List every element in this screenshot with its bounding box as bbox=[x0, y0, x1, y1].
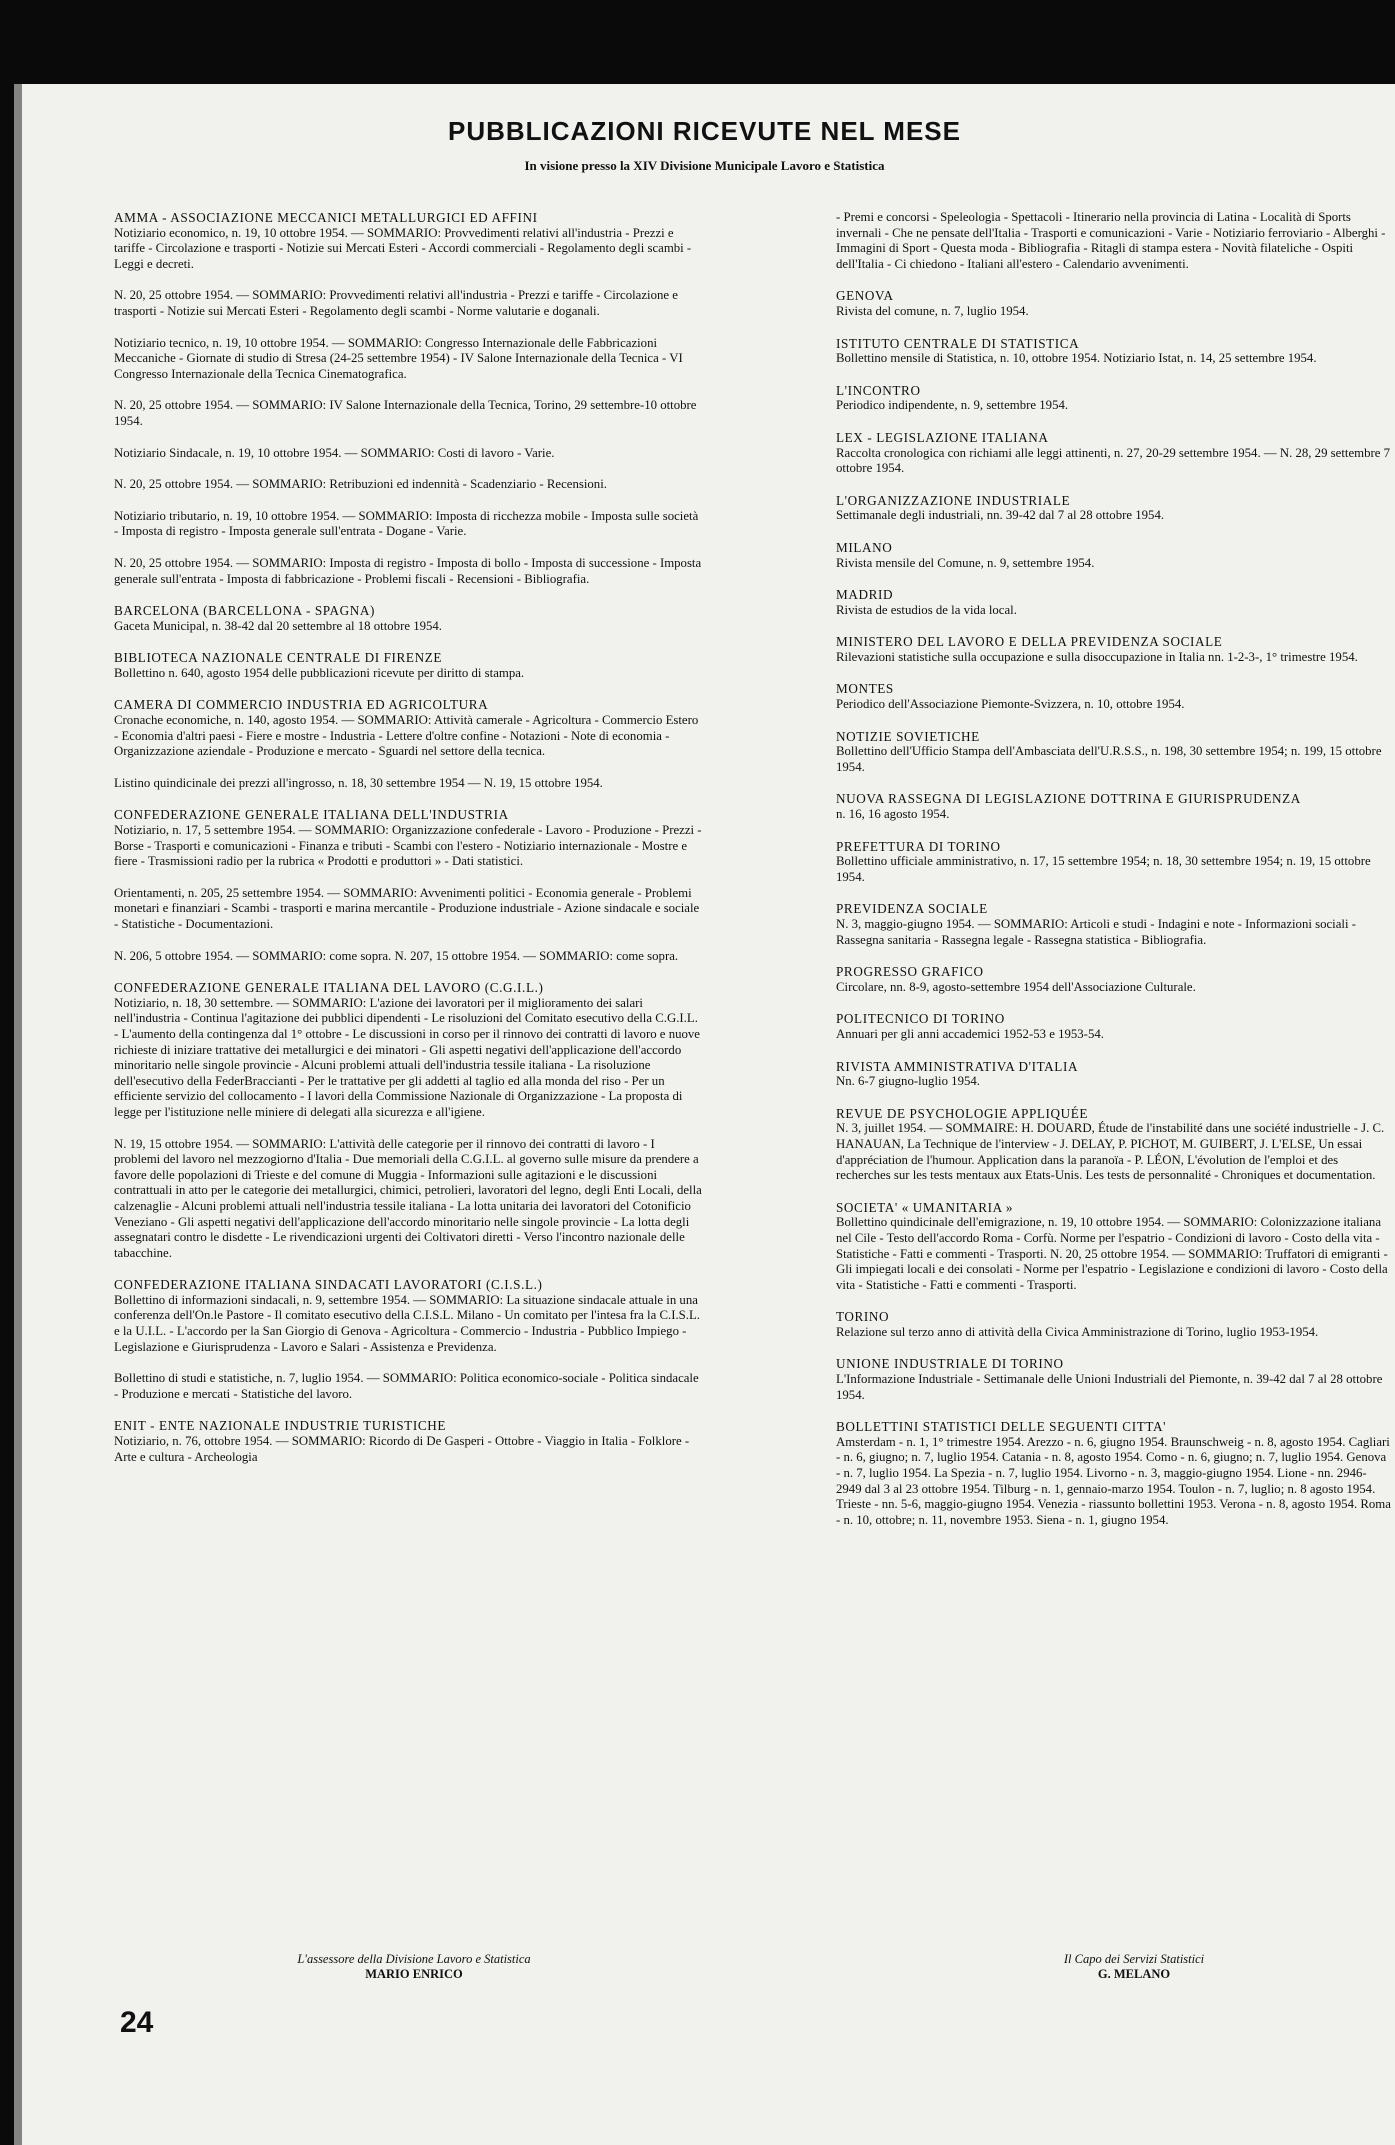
publication-details: Notiziario Sindacale, n. 19, 10 ottobre 1954. — SOMMARIO: Costi di lavoro - Varie. bbox=[114, 445, 555, 460]
publication-details: N. 3, juillet 1954. — SOMMAIRE: H. DOUARD, Étude de l'instabilité dans une société industrielle - J. C. HANAUAN, La Technique de l'interview - J. DELAY, P. PICHOT, M. GUIBERT, J. L'ELSE, Un essai d'appréciation de l'humour. Application dans la paranoïa - P. LÉON, L'évolution de l'emploi et des recherches sur les tests mentaux aux Etats-Unis. Les tests de personnalité - Chroniques et documentation. bbox=[836, 1121, 1385, 1183]
publication-details: Rivista de estudios de la vida local. bbox=[836, 602, 1017, 617]
publisher-heading: MILANO bbox=[836, 539, 893, 555]
publication-details: Gaceta Municipal, n. 38-42 dal 20 settembre al 18 ottobre 1954. bbox=[114, 618, 443, 633]
publisher-heading: PREFETTURA DI TORINO bbox=[836, 838, 1001, 854]
publisher-heading: MADRID bbox=[836, 587, 894, 603]
publisher-heading: AMMA - ASSOCIAZIONE MECCANICI METALLURGICI ED AFFINI bbox=[114, 210, 538, 225]
publication-entry bbox=[114, 446, 702, 462]
publication-details: N. 20, 25 ottobre 1954. — SOMMARIO: Retribuzioni ed indennità - Scadenziario - Recensioni. bbox=[114, 477, 607, 492]
publication-details: Notiziario tributario, n. 19, 10 ottobre 1954. — SOMMARIO: Imposta di ricchezza mobile - Imposta sulle società - Imposta di registro - Imposta generale sull'entrata - Dogane - Varie. bbox=[114, 508, 699, 539]
publication-entry bbox=[836, 1200, 1391, 1294]
publication-details: Bollettino n. 640, agosto 1954 delle pubblicazioni ricevute per diritto di stampa. bbox=[114, 665, 525, 680]
publication-details: Rivista del comune, n. 7, luglio 1954. bbox=[836, 303, 1029, 318]
publication-entry bbox=[114, 949, 702, 965]
publication-entry bbox=[114, 776, 702, 792]
publication-details: Notiziario tecnico, n. 19, 10 ottobre 1954. — SOMMARIO: Congresso Internazionale delle Fabbricazioni Meccaniche - Giornate di studio di Stresa (24-25 settembre 1954) - IV Salone Internazionale della Tecnica - VI Congresso Internazionale della Tecnica Cinematografica. bbox=[114, 335, 683, 381]
publisher-heading: NUOVA RASSEGNA DI LEGISLAZIONE DOTTRINA E GIURISPRUDENZA bbox=[836, 791, 1301, 807]
publication-entry bbox=[836, 1059, 1391, 1090]
publisher-heading: GENOVA bbox=[836, 288, 894, 304]
publisher-heading: BARCELONA (BARCELLONA - SPAGNA) bbox=[114, 603, 376, 619]
publication-details: Notiziario, n. 17, 5 settembre 1954. — SOMMARIO: Organizzazione confederale - Lavoro - Produzione - Prezzi - Borse - Trasporti e comunicazioni - Finanza e tributi - Scambi con l'estero - Notiziario internazionale - Mostre e fiere - Trasmissioni radio per la rubrica « Prodotti e produttori » - Dati statistici. bbox=[114, 823, 702, 869]
publication-details: Annuari per gli anni accademici 1952-53 e 1953-54. bbox=[836, 1026, 1104, 1041]
publisher-heading: PREVIDENZA SOCIALE bbox=[836, 901, 988, 917]
publisher-heading: ENIT - ENTE NAZIONALE INDUSTRIE TURISTICHE bbox=[114, 1418, 447, 1434]
publisher-heading: L'ORGANIZZAZIONE INDUSTRIALE bbox=[836, 492, 1071, 508]
left-column bbox=[114, 210, 702, 1481]
publisher-heading: SOCIETA' « UMANITARIA » bbox=[836, 1199, 1014, 1215]
publication-details: Nn. 6-7 giugno-luglio 1954. bbox=[836, 1074, 980, 1089]
publisher-heading: MONTES bbox=[836, 681, 894, 697]
publication-entry bbox=[114, 509, 702, 540]
publication-entry bbox=[836, 430, 1391, 477]
publication-entry bbox=[114, 1371, 702, 1402]
page-subtitle: In visione presso la XIV Divisione Municipale Lavoro e Statistica bbox=[524, 158, 885, 173]
publisher-heading: BOLLETTINI STATISTICI DELLE SEGUENTI CITTA' bbox=[836, 1419, 1167, 1435]
publication-details: N. 20, 25 ottobre 1954. — SOMMARIO: IV Salone Internazionale della Tecnica, Torino, 29 settembre-10 ottobre 1954. bbox=[114, 398, 697, 428]
publication-details: Listino quindicinale dei prezzi all'ingrosso, n. 18, 30 settembre 1954 — N. 19, 15 ottobre 1954. bbox=[114, 775, 603, 790]
publication-entry bbox=[836, 540, 1391, 571]
publication-details: Bollettino di informazioni sindacali, n. 9, settembre 1954. — SOMMARIO: La situazione sindacale attuale in una conferenza dell'On.le Pastore - Il comitato esecutivo della C.I.S.L. Milano - Un comitato per l'intesa fra la C.I.S.L. e la U.I.L. - L'accordo per la San Giorgio di Genova - Agricoltura - Commercio - Industria - Pubblico Impiego - Legislazione e Giurisprudenza - Lavoro e Salari - Assistenza e Previdenza. bbox=[114, 1292, 700, 1354]
publication-entry bbox=[114, 477, 702, 493]
publication-entry bbox=[114, 210, 702, 272]
document-page bbox=[14, 26, 1395, 2145]
publication-entry bbox=[836, 634, 1391, 665]
publication-entry bbox=[114, 650, 702, 681]
publisher-heading: RIVISTA AMMINISTRATIVA D'ITALIA bbox=[836, 1058, 1079, 1074]
publication-entry bbox=[836, 587, 1391, 618]
publication-entry bbox=[836, 288, 1391, 319]
publication-details: Bollettino ufficiale amministrativo, n. 17, 15 settembre 1954; n. 18, 30 settembre 1954; n. 19, 15 ottobre 1954. bbox=[836, 854, 1371, 884]
publication-details: Amsterdam - n. 1, 1° trimestre 1954. Arezzo - n. 6, giugno 1954. Braunschweig - n. 8, agosto 1954. Cagliari - n. 6, giugno; n. 7, luglio 1954. Catania - n. 8, agosto 1954. Como - n. 6, giugno; n. 7, luglio 1954. Genova - n. 7, luglio 1954. La Spezia - n. 7, luglio 1954. Livorno - n. 3, maggio-giugno 1954. Lione - nn. 2946-2949 dal 3 al 23 ottobre 1954. Tilburg - n. 1, gennaio-marzo 1954. Toulon - n. 7, luglio; n. 8 agosto 1954. Trieste - nn. 5-6, maggio-giugno 1954. Venezia - riassunto bollettini 1953. Verona - n. 8, agosto 1954. Roma - n. 10, ottobre; n. 11, novembre 1953. Siena - n. 1, giugno 1954. bbox=[836, 1434, 1391, 1527]
publication-entry bbox=[114, 886, 702, 933]
footer-right-role: Il Capo dei Servizi Statistici bbox=[1063, 1952, 1205, 1966]
publication-entry bbox=[836, 681, 1391, 712]
publisher-heading: TORINO bbox=[836, 1309, 890, 1325]
publisher-heading: REVUE DE PSYCHOLOGIE APPLIQUÉE bbox=[836, 1105, 1089, 1121]
publication-details: N. 206, 5 ottobre 1954. — SOMMARIO: come sopra. N. 207, 15 ottobre 1954. — SOMMARIO: come sopra. bbox=[114, 948, 679, 963]
publisher-heading: PROGRESSO GRAFICO bbox=[836, 964, 984, 980]
scan-top-border bbox=[14, 26, 1395, 84]
publication-details: Notiziario, n. 18, 30 settembre. — SOMMARIO: L'azione dei lavoratori per il miglioramento dei salari nell'industria - Continua l'agitazione dei pubblici dipendenti - Le risoluzioni del Comitato esecutivo della C.G.I.L. - L'aumento della contingenza dal 1° ottobre - Le discussioni in corso per il rinnovo dei contratti di lavoro e nuove richieste di iniziare trattative dei metallurgici e dei minatori - Gli aspetti negativi dell'applicazione dell'accordo minoritario nelle singole provincie - Alcuni problemi attuali dell'industria tessile italiana - La risoluzione dell'esecutivo della FederBraccianti - Per le trattative per gli addetti al taglio ed alla monda del riso - Per un efficiente servizio del collocamento - I lavori della Commissione Nazionale di Organizzazione - La proposta di legge per l'istituzione nelle miniere di delegati alla sicurezza e all'igiene. bbox=[114, 995, 700, 1119]
right-column bbox=[836, 210, 1391, 1544]
publication-entry bbox=[114, 1418, 702, 1465]
publication-entry bbox=[114, 980, 702, 1120]
publication-entry bbox=[836, 210, 1391, 272]
publication-details: Notiziario economico, n. 19, 10 ottobre 1954. — SOMMARIO: Provvedimenti relativi all'industria - Prezzi e tariffe - Circolazione e trasporti - Notizie sui Mercati Esteri - Accordi commerciali - Regolamento degli scambi - Leggi e decreti. bbox=[114, 225, 692, 271]
publication-entry bbox=[836, 336, 1391, 367]
publication-entry bbox=[114, 603, 702, 634]
page-number: 24 bbox=[120, 2006, 154, 2039]
publisher-heading: LEX - LEGISLAZIONE ITALIANA bbox=[836, 429, 1049, 445]
publication-entry bbox=[114, 807, 702, 869]
publication-details: Circolare, nn. 8-9, agosto-settembre 1954 dell'Associazione Culturale. bbox=[836, 979, 1196, 994]
publisher-heading: POLITECNICO DI TORINO bbox=[836, 1011, 1005, 1027]
publication-details: L'Informazione Industriale - Settimanale delle Unioni Industriali del Piemonte, n. 39-42 dal 7 al 28 ottobre 1954. bbox=[836, 1372, 1383, 1402]
publisher-heading: CAMERA DI COMMERCIO INDUSTRIA ED AGRICOLTURA bbox=[114, 697, 489, 713]
publication-details: Rivista mensile del Comune, n. 9, settembre 1954. bbox=[836, 555, 1095, 570]
publication-details: Bollettino di studi e statistiche, n. 7, luglio 1954. — SOMMARIO: Politica economico-sociale - Politica sindacale - Produzione e mercati - Statistiche del lavoro. bbox=[114, 1371, 699, 1401]
publication-details: Periodico indipendente, n. 9, settembre 1954. bbox=[836, 398, 1069, 413]
publication-entry bbox=[114, 336, 702, 383]
publisher-heading: CONFEDERAZIONE ITALIANA SINDACATI LAVORATORI (C.I.S.L.) bbox=[114, 1277, 543, 1293]
publisher-heading: UNIONE INDUSTRIALE DI TORINO bbox=[836, 1356, 1064, 1372]
publication-details: Settimanale degli industriali, nn. 39-42 dal 7 al 28 ottobre 1954. bbox=[836, 508, 1165, 523]
publisher-heading: NOTIZIE SOVIETICHE bbox=[836, 728, 980, 744]
publication-entry bbox=[836, 383, 1391, 414]
publication-details: Periodico dell'Associazione Piemonte-Svizzera, n. 10, ottobre 1954. bbox=[836, 697, 1185, 712]
publisher-heading: ISTITUTO CENTRALE DI STATISTICA bbox=[836, 335, 1080, 351]
publication-entry bbox=[114, 398, 702, 429]
footer-left-signature bbox=[114, 1952, 714, 1982]
publisher-heading: L'INCONTRO bbox=[836, 382, 921, 398]
page-title: PUBBLICAZIONI RICEVUTE NEL MESE bbox=[447, 116, 961, 146]
publication-entry bbox=[836, 729, 1391, 776]
footer-right-signature bbox=[894, 1952, 1374, 1982]
publication-entry bbox=[836, 839, 1391, 886]
publisher-heading: CONFEDERAZIONE GENERALE ITALIANA DELL'INDUSTRIA bbox=[114, 807, 509, 823]
publication-details: Bollettino quindicinale dell'emigrazione, n. 19, 10 ottobre 1954. — SOMMARIO: Colonizzazione italiana nel Cile - Testo dell'accordo Roma - Corfù. Norme per l'espatrio - Condizioni di lavoro - Costo della vita - Statistiche - Fatti e commenti - Trasporti. N. 20, 25 ottobre 1954. — SOMMARIO: Truffatori di emigranti - Gli impiegati locali e dei consolati - Norme per l'espatrio - Legislazione e condizioni di lavoro - Costo della vita - Statistiche - Fatti e commenti - Trasporti. bbox=[836, 1215, 1388, 1292]
publication-details: N. 3, maggio-giugno 1954. — SOMMARIO: Articoli e studi - Indagini e note - Informazioni sociali - Rassegna sanitaria - Rassegna legale - Rassegna statistica - Bibliografia. bbox=[836, 917, 1356, 947]
publication-entry bbox=[836, 1011, 1391, 1042]
publication-entry bbox=[836, 1419, 1391, 1528]
publication-entry bbox=[114, 1137, 702, 1262]
publication-details: Cronache economiche, n. 140, agosto 1954. — SOMMARIO: Attività camerale - Agricoltura - Commercio Estero - Economia d'altri paesi - Fiere e mostre - Industria - Lettere d'oltre confine - Notazioni - Note di economia - Organizzazione aziendale - Produzione e mercato - Sguardi nel settore della tecnica. bbox=[114, 713, 699, 759]
publication-entry bbox=[836, 964, 1391, 995]
publication-details: N. 20, 25 ottobre 1954. — SOMMARIO: Provvedimenti relativi all'industria - Prezzi e tariffe - Circolazione e trasporti - Notizie sui Mercati Esteri - Regolamento degli scambi - Norme valutarie e doganali. bbox=[114, 288, 678, 318]
publication-entry bbox=[836, 1309, 1391, 1340]
publication-details: - Premi e concorsi - Speleologia - Spettacoli - Itinerario nella provincia di Latina - Località di Sports invernali - Che ne pensate dell'Italia - Trasporti e comunicazioni - Varie - Notiziario ferroviario - Alberghi - Immagini di Sport - Questa moda - Bibliografia - Ritagli di stampa estera - Novità filateliche - Ospiti dell'Italia - Ci chiedono - Italiani all'estero - Calendario avvenimenti. bbox=[836, 210, 1386, 271]
publisher-heading: MINISTERO DEL LAVORO E DELLA PREVIDENZA SOCIALE bbox=[836, 634, 1223, 650]
publisher-heading: BIBLIOTECA NAZIONALE CENTRALE DI FIRENZE bbox=[114, 650, 443, 666]
publication-entry bbox=[114, 1277, 702, 1355]
footer-left-role: L'assessore della Divisione Lavoro e Statistica bbox=[297, 1952, 531, 1966]
publication-entry bbox=[114, 697, 702, 759]
footer-left-name: MARIO ENRICO bbox=[365, 1967, 463, 1981]
publication-details: Bollettino dell'Ufficio Stampa dell'Ambasciata dell'U.R.S.S., n. 198, 30 settembre 1954; n. 199, 15 ottobre 1954. bbox=[836, 744, 1382, 774]
publication-entry bbox=[114, 288, 702, 319]
publication-entry bbox=[836, 1356, 1391, 1403]
footer-right-name: G. MELANO bbox=[1097, 1967, 1171, 1981]
publication-entry bbox=[836, 901, 1391, 948]
publication-entry bbox=[836, 791, 1391, 822]
publication-entry bbox=[836, 493, 1391, 524]
publication-details: Orientamenti, n. 205, 25 settembre 1954. — SOMMARIO: Avvenimenti politici - Economia generale - Problemi monetari e finanziari - Scambi - trasporti e marina mercantile - Produzione industriale - Azione sindacale e sociale - Statistiche - Documentazioni. bbox=[114, 885, 700, 931]
publication-details: Rilevazioni statistiche sulla occupazione e sulla disoccupazione in Italia nn. 1-2-3-, 1° trimestre 1954. bbox=[836, 649, 1358, 664]
publication-details: n. 16, 16 agosto 1954. bbox=[836, 807, 950, 822]
publication-details: Bollettino mensile di Statistica, n. 10, ottobre 1954. Notiziario Istat, n. 14, 25 settembre 1954. bbox=[836, 351, 1317, 366]
publication-details: N. 20, 25 ottobre 1954. — SOMMARIO: Imposta di registro - Imposta di bollo - Imposta di successione - Imposta generale sull'entrata - Imposta di fabbricazione - Problemi fiscali - Recensioni - Bibliografia. bbox=[114, 555, 702, 586]
publication-entry bbox=[836, 1106, 1391, 1184]
publication-details: N. 19, 15 ottobre 1954. — SOMMARIO: L'attività delle categorie per il rinnovo dei contratti di lavoro - I problemi del lavoro nel mezzogiorno d'Italia - Due memoriali della C.G.I.L. al governo sulle misure da prendere a favore delle popolazioni di Trieste e del comune di Muggia - Informazioni sulle agitazioni e le discussioni contrattuali in atto per le categorie dei metallurgici, chimici, petrolieri, lavoratori del legno, degli Enti Locali, della calzenaglie - Alcuni problemi attuali nell'industria tessile italiana - La lotta unitaria dei lavoratori del Cotonificio Veneziano - Gli aspetti negativi dell'applicazione dell'accordo minoritario nelle singole provincie - La lotta degli assegnatari contro le disdette - Le rivendicazioni urgenti dei Coltivatori diretti - Verso l'incontro nazionale delle tabacchine. bbox=[114, 1136, 702, 1260]
publisher-heading: CONFEDERAZIONE GENERALE ITALIANA DEL LAVORO (C.G.I.L.) bbox=[114, 980, 544, 996]
scan-left-edge bbox=[14, 84, 22, 2145]
publication-entry bbox=[114, 556, 702, 587]
publication-details: Notiziario, n. 76, ottobre 1954. — SOMMARIO: Ricordo di De Gasperi - Ottobre - Viaggio in Italia - Folklore - Arte e cultura - Archeologia bbox=[114, 1434, 690, 1464]
publication-details: Relazione sul terzo anno di attività della Civica Amministrazione di Torino, luglio 1953-1954. bbox=[836, 1324, 1319, 1339]
publication-details: Raccolta cronologica con richiami alle leggi attinenti, n. 27, 20-29 settembre 1954. — N. 28, 29 settembre 7 ottobre 1954. bbox=[836, 445, 1391, 476]
